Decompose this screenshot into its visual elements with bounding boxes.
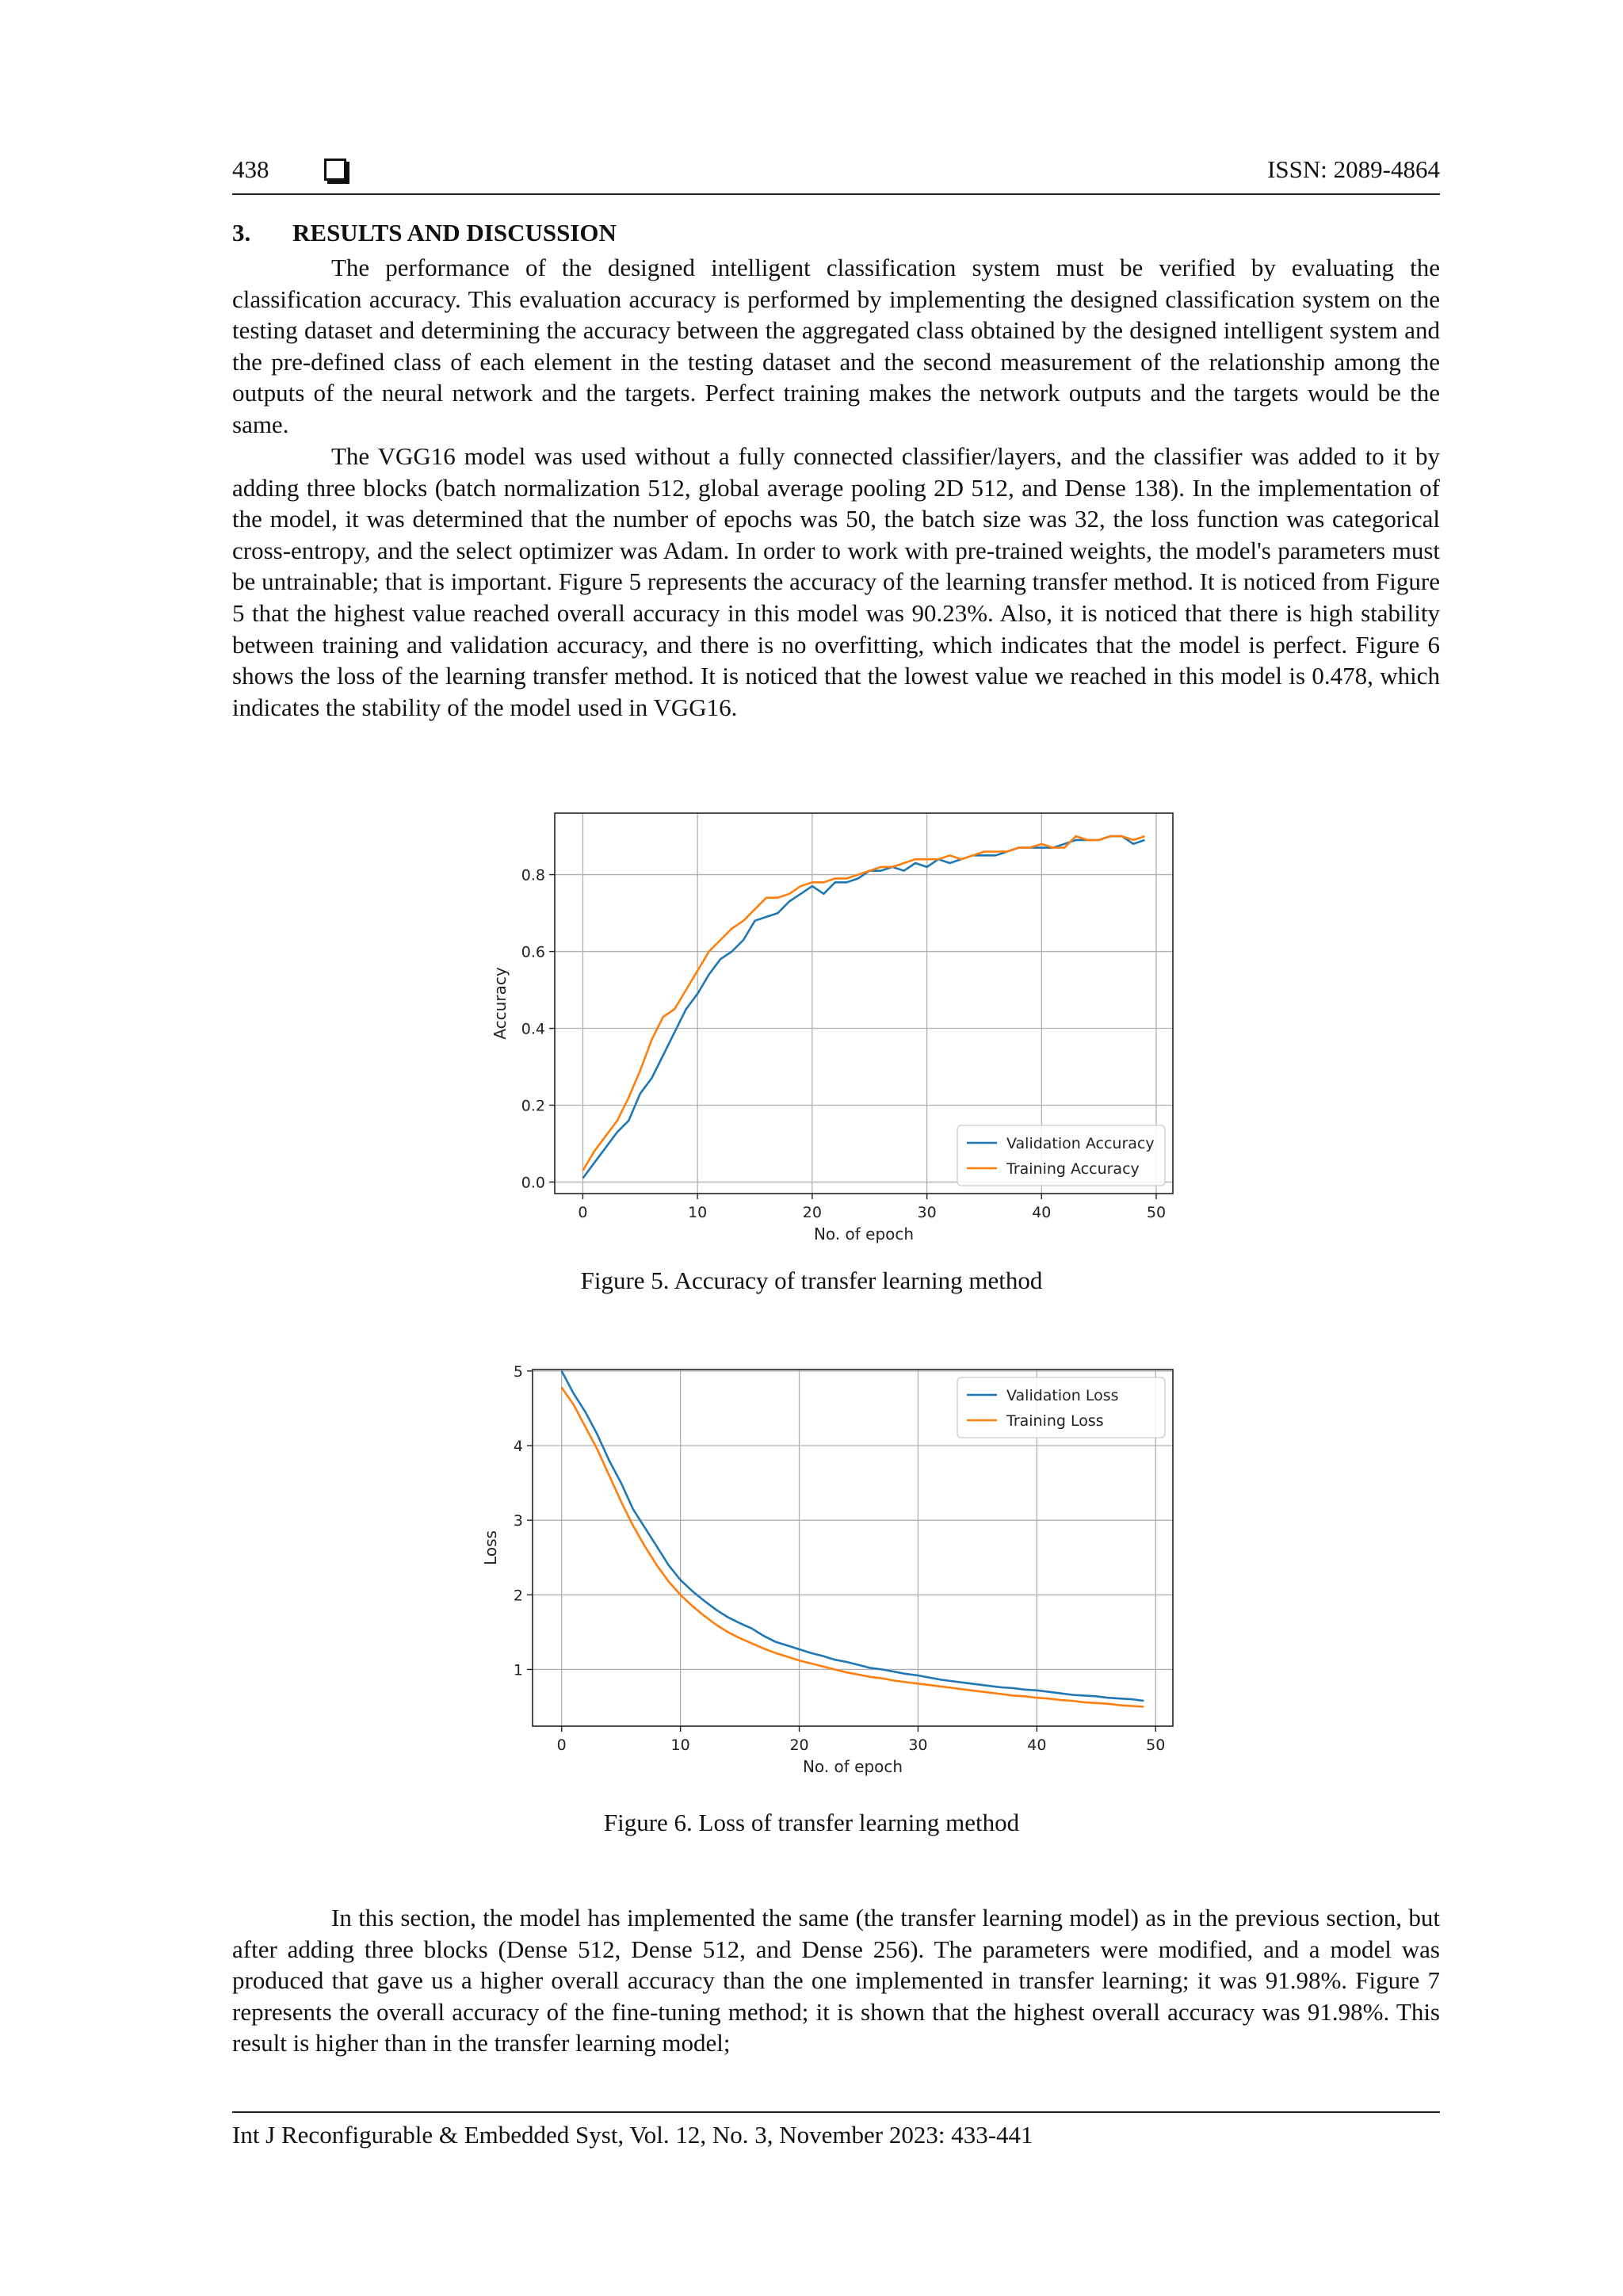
y-tick-label: 0.0 xyxy=(521,1174,545,1192)
section-heading xyxy=(232,219,617,247)
y-tick-label: 4 xyxy=(513,1438,523,1456)
paragraph: The performance of the designed intelligent classification system must be verified by evaluating the classification accuracy. This evaluation accuracy is performed by implementing the designed classification system on the testing dataset and determining the accuracy between the aggregated class obtained by the designed intelligent system and the pre-defined class of each element in the testing dataset and the second measurement of the relationship among the outputs of the neural network and the targets. Perfect training makes the network outputs and the targets would be the same. xyxy=(232,254,1440,438)
y-tick-label: 5 xyxy=(513,1363,523,1381)
figure-5 xyxy=(491,807,1189,1255)
x-axis-label: No. of epoch xyxy=(802,1757,903,1776)
legend xyxy=(957,1125,1165,1186)
y-axis-label: Accuracy xyxy=(491,967,510,1040)
legend-label: Training Loss xyxy=(1006,1412,1104,1430)
x-tick-label: 50 xyxy=(1146,1736,1166,1754)
figure-5-caption: Figure 5. Accuracy of transfer learning method xyxy=(580,1266,1043,1294)
x-tick-label: 0 xyxy=(556,1736,567,1754)
figure-6 xyxy=(482,1363,1179,1803)
x-tick-label: 0 xyxy=(578,1204,588,1221)
y-axis-label: Loss xyxy=(482,1530,500,1565)
page-header xyxy=(232,155,1440,195)
section-title: RESULTS AND DISCUSSION xyxy=(292,219,617,246)
paragraph: The VGG16 model was used without a fully connected classifier/layers, and the classifier was added to it by adding three blocks (batch normalization 512, global average pooling 2D 512, and Dense 138). In the implementation of the model, it was determined that the number of epochs was 50, the batch size was 32, the loss function was categorical cross-entropy, and the select optimizer was Adam. In order to work with pre-trained weights, the model's parameters must be untrainable; that is important. Figure 5 represents the accuracy of the learning transfer method. It is noticed from Figure 5 that the highest value reached overall accuracy in this model was 90.23%. Also, it is noticed that there is high stability between training and validation accuracy, and there is no overfitting, which indicates that the model is perfect. Figure 6 shows the loss of the learning transfer method. It is noticed that the lowest value we reached in this model is 0.478, which indicates the stability of the model used in VGG16. xyxy=(232,442,1440,721)
x-tick-label: 10 xyxy=(670,1736,690,1754)
x-tick-label: 30 xyxy=(908,1736,928,1754)
x-tick-label: 30 xyxy=(917,1204,937,1221)
legend-label: Validation Accuracy xyxy=(1006,1135,1155,1152)
section-number: 3. xyxy=(232,219,251,246)
legend xyxy=(957,1377,1165,1438)
square-bullet-icon xyxy=(324,159,346,181)
x-tick-label: 20 xyxy=(802,1204,822,1221)
y-tick-label: 0.6 xyxy=(521,943,545,961)
paragraph: In this section, the model has implemented the same (the transfer learning model) as in the previous section, but after adding three blocks (Dense 512, Dense 512, and Dense 256). The parameters were modified, and a model was produced that gave us a higher overall accuracy than the one implemented in transfer learning; it was 91.98%. Figure 7 represents the overall accuracy of the fine-tuning method; it is shown that the highest overall accuracy was 91.98%. This result is higher than in the transfer learning model; xyxy=(232,1904,1440,2057)
y-tick-label: 2 xyxy=(513,1587,523,1605)
issn: ISSN: 2089-4864 xyxy=(1267,155,1440,183)
accuracy-chart xyxy=(491,807,1189,1251)
y-tick-label: 0.4 xyxy=(521,1020,545,1038)
loss-chart xyxy=(482,1363,1179,1799)
x-tick-label: 50 xyxy=(1146,1204,1167,1221)
x-tick-label: 40 xyxy=(1032,1204,1052,1221)
y-tick-label: 0.2 xyxy=(521,1097,545,1115)
x-tick-label: 10 xyxy=(688,1204,708,1221)
x-tick-label: 40 xyxy=(1027,1736,1047,1754)
y-tick-label: 3 xyxy=(513,1512,523,1530)
legend-label: Training Accuracy xyxy=(1006,1160,1140,1178)
y-tick-label: 0.8 xyxy=(521,866,545,884)
x-axis-label: No. of epoch xyxy=(813,1224,915,1244)
page-number: 438 xyxy=(232,155,269,183)
y-tick-label: 1 xyxy=(513,1661,523,1679)
series-line-training-accuracy xyxy=(583,836,1145,1171)
figure-6-caption: Figure 6. Loss of transfer learning method xyxy=(603,1809,1020,1836)
page-footer: Int J Reconfigurable & Embedded Syst, Vol. 12, No. 3, November 2023: 433-441 xyxy=(232,2111,1440,2149)
x-tick-label: 20 xyxy=(789,1736,809,1754)
legend-label: Validation Loss xyxy=(1006,1387,1119,1404)
